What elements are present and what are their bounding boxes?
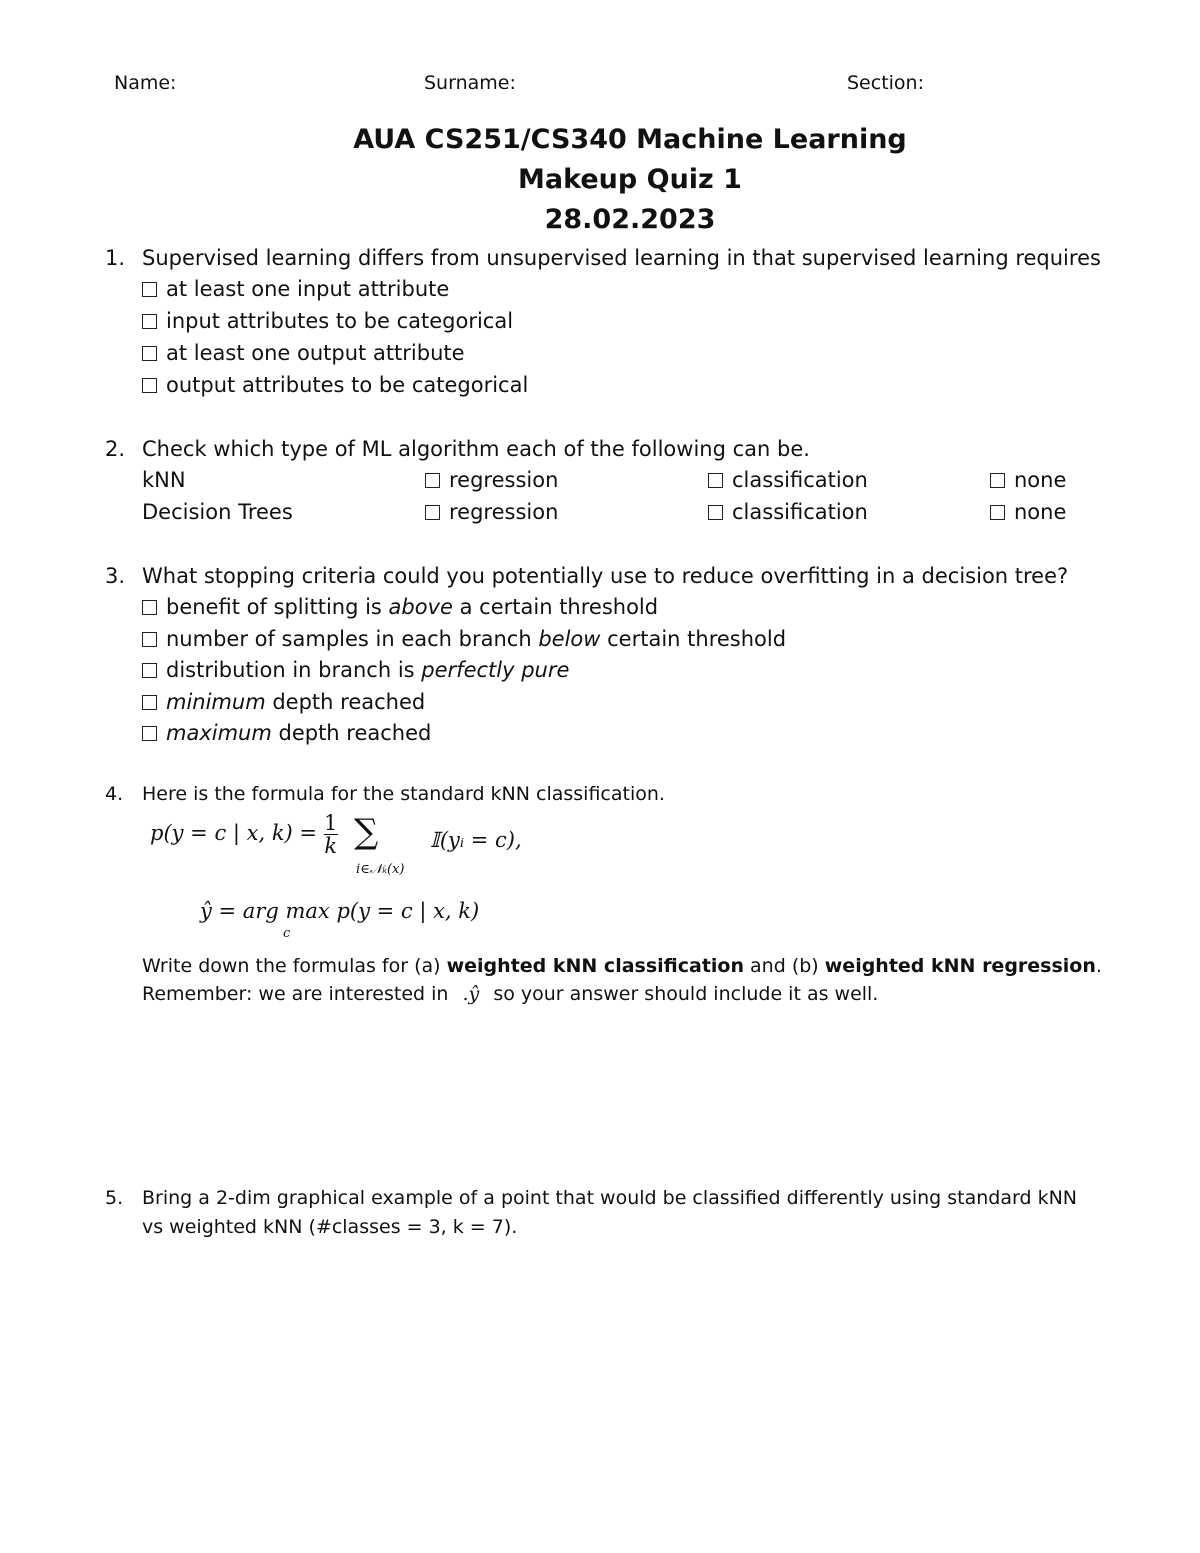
q2-row-label: Decision Trees (142, 500, 293, 524)
quiz-date: 28.02.2023 (544, 204, 716, 235)
sum-symbol: ∑ (354, 812, 379, 852)
q3-option[interactable]: minimum depth reached (142, 690, 425, 714)
checkbox[interactable] (142, 663, 157, 678)
indicator-term: 𝕀(yᵢ = c), (430, 828, 522, 852)
q2-option-classification[interactable]: classification (708, 500, 868, 524)
q4-text: Here is the formula for the standard kNN classification. (142, 783, 665, 805)
q5-text-line1: Bring a 2-dim graphical example of a point that would be classified differently using standard kNN (142, 1187, 1077, 1209)
q3-number: 3. (105, 564, 126, 588)
q1-option[interactable]: input attributes to be categorical (142, 309, 513, 333)
course-title: AUA CS251/CS340 Machine Learning (353, 124, 907, 155)
q5-text-line2: vs weighted kNN (#classes = 3, k = 7). (142, 1216, 518, 1238)
checkbox[interactable] (425, 505, 440, 520)
argmax-subscript: c (283, 926, 291, 941)
q1-option[interactable]: output attributes to be categorical (142, 373, 528, 397)
checkbox[interactable] (990, 505, 1005, 520)
checkbox[interactable] (142, 726, 157, 741)
checkbox[interactable] (708, 505, 723, 520)
q4-remember: Remember: we are interested in .ŷ so your answer should include it as well. (142, 983, 879, 1005)
q3-text: What stopping criteria could you potentially use to reduce overfitting in a decision tree? (142, 564, 1069, 588)
checkbox[interactable] (142, 695, 157, 710)
q3-option[interactable]: number of samples in each branch below certain threshold (142, 627, 786, 651)
q1-option[interactable]: at least one output attribute (142, 341, 465, 365)
checkbox[interactable] (142, 632, 157, 647)
checkbox[interactable] (142, 314, 157, 329)
q2-option-none[interactable]: none (990, 500, 1066, 524)
q2-option-classification[interactable]: classification (708, 468, 868, 492)
q2-option-regression[interactable]: regression (425, 500, 558, 524)
sum-subscript: i∈𝒩ₖ(x) (356, 862, 405, 877)
checkbox[interactable] (425, 473, 440, 488)
formula-argmax: ŷ = arg max p(y = c | x, k) (200, 899, 480, 923)
q3-option[interactable]: distribution in branch is perfectly pure (142, 658, 569, 682)
checkbox[interactable] (142, 346, 157, 361)
name-label: Name: (114, 72, 177, 94)
formula-knn-probability: p(y = c | x, k) = $\frac{1}{k}$ (150, 811, 338, 858)
q2-option-regression[interactable]: regression (425, 468, 558, 492)
q3-option[interactable]: benefit of splitting is above a certain threshold (142, 595, 658, 619)
checkbox[interactable] (142, 282, 157, 297)
q2-text: Check which type of ML algorithm each of the following can be. (142, 437, 810, 461)
q2-row-label: kNN (142, 468, 186, 492)
section-label: Section: (847, 72, 924, 94)
q3-option[interactable]: maximum depth reached (142, 721, 431, 745)
quiz-title: Makeup Quiz 1 (518, 164, 742, 195)
q4-prompt: Write down the formulas for (a) weighted kNN classification and (b) weighted kNN regression. (142, 955, 1102, 977)
q2-number: 2. (105, 437, 126, 461)
checkbox[interactable] (990, 473, 1005, 488)
q2-option-none[interactable]: none (990, 468, 1066, 492)
q4-number: 4. (105, 783, 124, 805)
checkbox[interactable] (708, 473, 723, 488)
surname-label: Surname: (424, 72, 516, 94)
checkbox[interactable] (142, 600, 157, 615)
q5-number: 5. (105, 1187, 124, 1209)
fraction: $\frac{1}{k}$ (324, 811, 338, 858)
q1-number: 1. (105, 246, 126, 270)
checkbox[interactable] (142, 378, 157, 393)
q1-option[interactable]: at least one input attribute (142, 277, 449, 301)
q1-text: Supervised learning differs from unsupervised learning in that supervised learning requires (142, 246, 1101, 270)
